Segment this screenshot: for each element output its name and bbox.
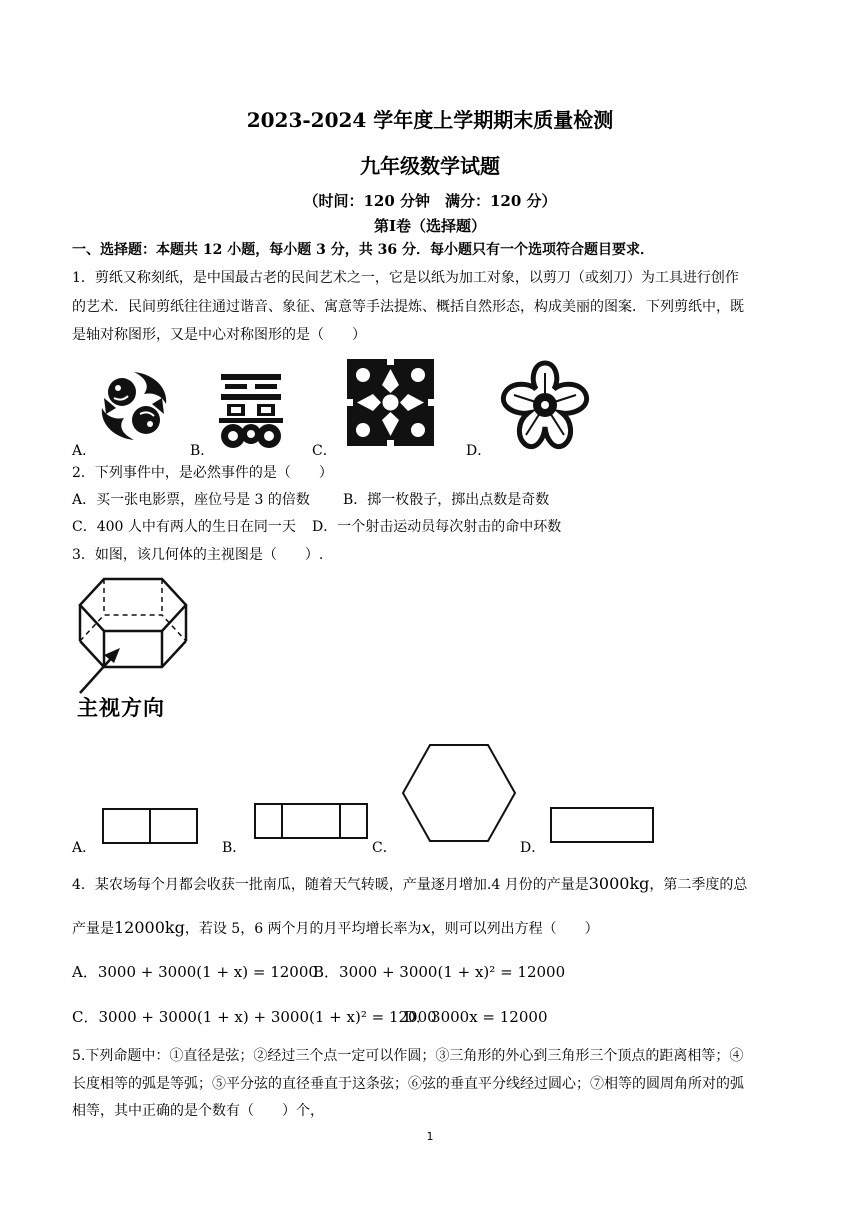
q1-option-c-label: C． [312, 443, 337, 459]
q4-line-1-text-b: ，第二季度的总 [649, 877, 748, 893]
q4-line-1-text-a: 4．某农场每个月都会收获一批南瓜，随着天气转暖，产量逐月增加.4 月份的产量是 [72, 877, 589, 893]
view-direction-label: 主视方向 [77, 696, 165, 720]
q2-option-b: B．掷一枚骰子，掷出点数是奇数 [343, 492, 550, 508]
q3-option-a-label: A． [72, 840, 97, 856]
q1-line-3: 是轴对称图形，又是中心对称图形的是（ ） [72, 327, 366, 343]
q5-line-2: 长度相等的弧是等弧；⑤平分弦的直径垂直于这条弦；⑥弦的垂直平分线经过圆心；⑦相等的圆周角所对的弧 [72, 1076, 744, 1092]
q3-option-b-label: B． [222, 840, 247, 856]
papercut-fish-image [96, 368, 172, 444]
q4-option-a: A．3000 + 3000(1 + x) = 12000 [72, 963, 318, 981]
volume-heading: 第Ⅰ卷（选择题） [373, 217, 487, 235]
papercut-double-happiness-image [215, 372, 287, 450]
q3-option-d-figure [550, 807, 654, 843]
exam-subtitle: 九年级数学试题 [360, 154, 500, 178]
q3-option-b-figure [254, 803, 368, 839]
page-number: 1 [426, 1130, 434, 1143]
q3-stem: 3．如图，该几何体的主视图是（ ）. [72, 547, 324, 563]
q1-option-b-label: B． [190, 443, 215, 459]
hexagonal-prism-figure [74, 575, 194, 695]
q3-option-c-label: C． [372, 840, 397, 856]
q2-stem: 2．下列事件中，是必然事件的是（ ） [72, 465, 333, 481]
q1-line-1: 1．剪纸又称刻纸，是中国最古老的民间艺术之一，它是以纸为加工对象，以剪刀（或刻刀）为工具进行创作 [72, 270, 739, 286]
q1-option-a-label: A． [72, 443, 97, 459]
time-info: （时间：120 分钟 满分：120 分） [303, 192, 557, 210]
q4-line-2-text-b: ，若设 5，6 两个月的月平均增长率为 [184, 921, 422, 937]
q2-option-c: C．400 人中有两人的生日在同一天 [72, 519, 296, 535]
q1-option-d-label: D． [466, 443, 492, 459]
q4-line-2-text-a: 产量是 [72, 921, 114, 937]
q4-variable: x [421, 918, 431, 937]
q4-value-april: 3000kg [588, 874, 650, 893]
q2-option-d: D．一个射击运动员每次射击的命中环数 [312, 519, 562, 535]
q4-line-2-text-c: ，则可以列出方程（ ） [430, 921, 599, 937]
q4-line-2 [72, 918, 599, 939]
section-heading: 一、选择题：本题共 12 小题，每小题 3 分，共 36 分．每小题只有一个选项符合题目要求． [72, 242, 654, 258]
exam-title: 2023-2024 学年度上学期期末质量检测 [246, 108, 614, 132]
q4-line-1 [72, 874, 747, 895]
q4-option-b: B．3000 + 3000(1 + x)² = 12000 [313, 963, 566, 981]
papercut-flower-image [494, 355, 596, 453]
q4-option-c: C．3000 + 3000(1 + x) + 3000(1 + x)² = 12000 [72, 1008, 437, 1026]
q5-line-1: 5.下列命题中：①直径是弦；②经过三个点一定可以作圆；③三角形的外心到三角形三个顶点的距离相等；④ [72, 1048, 744, 1064]
q4-value-total: 12000kg [114, 918, 185, 937]
q2-option-a: A．买一张电影票，座位号是 3 的倍数 [72, 492, 310, 508]
q3-option-a-figure [102, 808, 198, 844]
papercut-square-pattern-image [343, 355, 438, 450]
q3-option-d-label: D． [520, 840, 546, 856]
q5-line-3: 相等，其中正确的是个数有（ ）个， [72, 1103, 324, 1119]
q4-option-d: D．3000x = 12000 [404, 1008, 548, 1026]
q1-line-2: 的艺术．民间剪纸往往通过谐音、象征、寓意等手法提炼、概括自然形态，构成美丽的图案．下列剪纸中，既 [72, 299, 744, 315]
q3-option-c-figure [402, 744, 516, 842]
